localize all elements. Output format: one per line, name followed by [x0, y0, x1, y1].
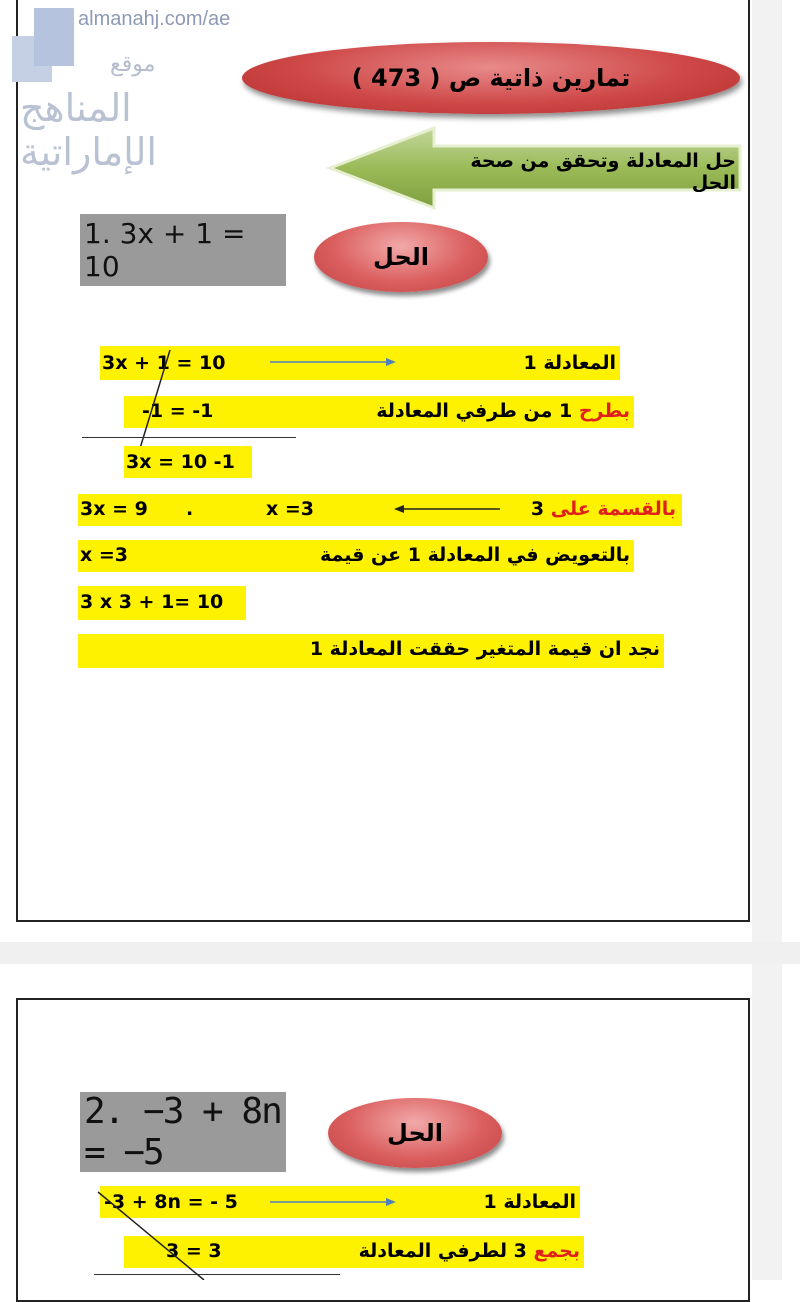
- step-7-conclusion: نجد ان قيمة المتغير حققت المعادلة 1: [309, 638, 660, 660]
- step-2-description: 1 من طرفي المعادلة: [376, 400, 579, 422]
- step-6-math: 3 x 3 + 1= 10: [80, 591, 224, 613]
- step-4-operation: بالقسمة على: [550, 498, 676, 520]
- step-5-math: x =3: [80, 544, 129, 566]
- slide-title: تمارين ذاتية ص ( 473 ): [351, 64, 631, 92]
- solution-badge-2: [328, 1098, 502, 1168]
- step-4-divisor: 3: [530, 498, 551, 520]
- solution-badge: [314, 222, 488, 292]
- solution-label-2: الحل: [387, 1119, 443, 1147]
- title-banner: [242, 42, 740, 114]
- s2-step-2-label: [280, 1240, 580, 1262]
- s2-step-1-label: المعادلة 1: [483, 1191, 576, 1213]
- step-3-math: 3x = 10 -1: [126, 451, 235, 473]
- step-4-label: [510, 498, 676, 520]
- instruction-text: حل المعادلة وتحقق من صحة الحل: [470, 150, 736, 194]
- arrow-left-small-icon: [394, 503, 502, 515]
- step-5-label: بالتعويض في المعادلة 1 عن قيمة: [319, 544, 630, 566]
- watermark-text-1: موقع: [110, 52, 156, 77]
- watermark-logo: [12, 8, 74, 82]
- step-4-math-b: x =3: [266, 498, 315, 520]
- step-2-label: [300, 400, 630, 422]
- step-4-dot: .: [186, 498, 194, 520]
- s2-step-2-operation: بجمع: [533, 1240, 580, 1262]
- step-1-label: المعادلة 1: [523, 352, 616, 374]
- step-2-operation: بطرح: [578, 400, 630, 422]
- arrow-right-icon: [270, 356, 396, 368]
- problem-equation-2: 2. −3 + 8n = −5: [80, 1092, 286, 1172]
- step-4-math-a: 3x = 9: [80, 498, 148, 520]
- cancel-stroke-2: [94, 1184, 214, 1280]
- step-1-math: 3x + 1 = 10: [102, 352, 226, 374]
- problem-equation: 1. 3x + 1 = 10: [80, 214, 286, 286]
- divider-line-2: [94, 1274, 340, 1275]
- step-2-math: -1 = -1: [142, 400, 214, 422]
- s2-step-2-description: 3 لطرفي المعادلة: [358, 1240, 534, 1262]
- s2-step-1-math: -3 + 8n = - 5: [104, 1191, 238, 1213]
- page-gutter: [752, 0, 782, 1280]
- divider-line: [82, 437, 296, 438]
- solution-label: الحل: [373, 243, 429, 271]
- watermark-url: almanahj.com/ae: [78, 8, 231, 30]
- s2-step-2-math: 3 = 3: [166, 1240, 222, 1262]
- arrow-right-icon-2: [270, 1196, 396, 1208]
- slide-separator: [0, 942, 800, 964]
- watermark-text-2: المناهج الإماراتية: [20, 86, 157, 174]
